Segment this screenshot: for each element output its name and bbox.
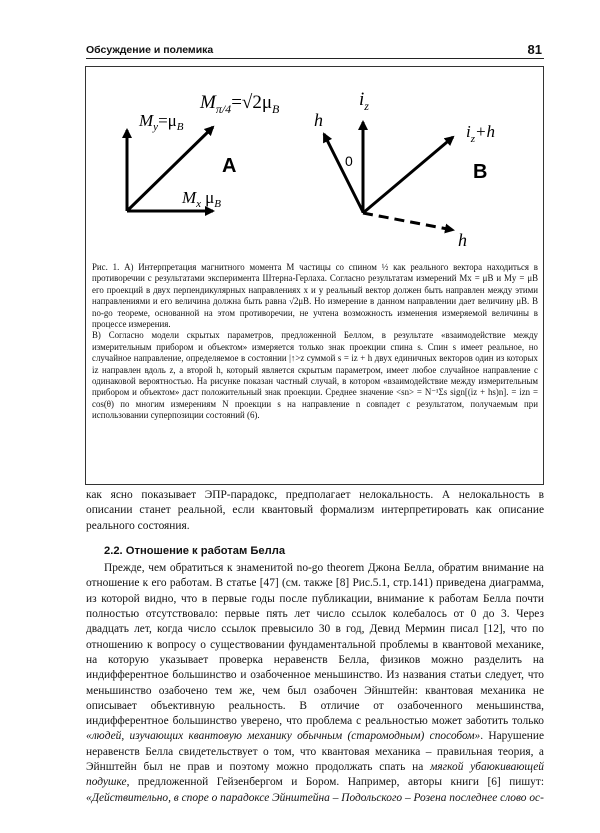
panel-b-label: B [473,161,488,183]
paragraph-continuation: как ясно показывает ЭПР-парадокс, предполагает нелокальность. А нелокальность в описании станет реальной, если квантовый формализм интерпретировать как описание реального состояния. [86,489,544,532]
running-header-section: Обсуждение и полемика [86,44,214,56]
caption-part-b: В) Согласно модели скрытых параметров, предложенной Беллом, в результате «взаимодействие между измерительным прибором и объектом» измеряется только знак проекции спина s. Спин s имеет реальное, но случайное направление, определяемое в состоянии |↑>z суммой s = iz + h двух единичных векторов один из которых iz направлен вдоль z, а второй h, который является скрытым параметром, имеет любое случайное направление с одинаковой вероятностью. На рисунке показан частный случай, в котором «взаимодействие между измерительным прибором и объектом» даст положительный знак проекции. Среднее значение <sn> = N⁻¹Σs sign[(iz + hs)n]. = izn = cos(θ) по многим измерениям N проекции s на направление n совпадет с результатом, получаемым при использовании суперпозиции состояний (6). [92,330,538,421]
figure-diagram [0,0,600,270]
paragraph-bell [86,561,544,806]
vector-h-label: h [458,230,467,250]
caption-part-a: Рис. 1. А) Интерпретация магнитного момента M частицы со спином ½ как реального вектора находиться в противоречии с результатами эксперимента Штерна-Герлаха. Согласно результатам измерений Mx = μB и My = μB его проекций в двух перпендикулярных направлениях x и y реальный вектор должен быть направлен между этими направлениями и его величина должна быть равна √2μB. Но измерение в данном направлении дает величину μB. В no-go теореме, основанной на этом противоречии, не учтена возможность изменения измеряемой величины в процессе измерения. [92,262,538,330]
vector-mdiag-label: $M_{\pi/4}=√2\mu_B$ [200,92,280,116]
paragraph-bell-quote-1: «людей, изучающих квантовую механику обычным (старомодным) способом» [86,730,481,743]
page-number: 81 [527,42,542,57]
zero-label: 0 [345,153,353,169]
paragraph-bell-quote-3: «Действительно, в споре о парадоксе Эйнштейна – Подольского – Розена последнее слово ос- [86,791,544,804]
vector-h-down-arrow [363,213,453,230]
paragraph-bell-text-a: Прежде, чем обратиться к знаменитой no-go theorem Джона Белла, обратим внимание на отношение к его работам. В статье [47] (см. также [8] Рис.5.1, стр.141) приведена диаграмма, из которой видно, что в первые годы после публикации, внимание к работам Белла почти полностью отсутствовало: первые пять лет число ссылок колебалось от 0 до 3. Через двадцать лет, когда число ссылок превысило 30 в год, Девид Мермин писал [12], что по отношению к вопросу о существовании фундаментальной проблемы в квантовой механике, на которую указывает проверка неравенств Белла, физиков можно разделить на индифферентное большинство и озабоченное меньшинство. Из названия статьи следует, что меньшинство озабочено тем же, чем был озабочен Эйнштейн: квантовая механика не описывает объективную реальность. В отличие от озабоченного меньшинства, индифферентное большинство уверено, что проблема с реальностью может заботить только [86,562,544,728]
paragraph-bell-text-b: . Нарушение неравенств Белла свидетельствует о том, что квантовая механика – правильная теория, а Эйнштейн был не прав и поэтому можно продолжать спать на [86,730,544,774]
paragraph-bell-quote-2: мягкой убаюкивающей подушке [86,761,544,789]
vector-iz-label: $i_z$ [359,89,369,113]
vector-mx-label: $M_x$ $\mu_B$ [182,188,221,210]
panel-b [314,89,495,250]
vector-h-top-label: h [314,110,323,130]
panel-a [127,92,280,211]
vector-h-up-arrow [324,134,363,212]
body-text [86,488,544,806]
figure-caption [92,262,538,422]
panel-a-label: A [222,155,237,177]
section-heading: 2.2. Отношение к работам Белла [104,544,286,557]
vector-my-label: $M_y=\mu_B$ [139,111,184,133]
paragraph-bell-text-c: , предложенной Гейзенбергом и Бором. Например, авторы книги [6] пишут: [126,776,544,789]
vector-sum-label: $i_z+h$ [466,122,495,145]
